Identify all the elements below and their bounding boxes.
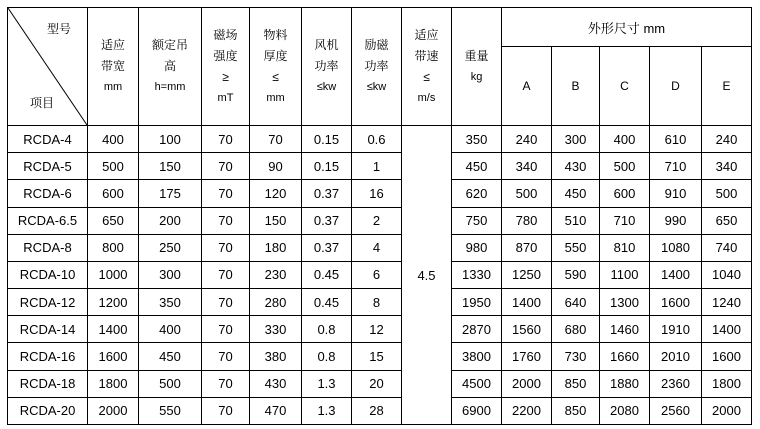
cell-e: 500 bbox=[702, 180, 752, 207]
cell-b: 850 bbox=[552, 397, 600, 424]
cell-thickness: 120 bbox=[250, 180, 302, 207]
cell-b: 430 bbox=[552, 153, 600, 180]
diagonal-top-label: 型号 bbox=[46, 22, 71, 36]
cell-field: 70 bbox=[202, 370, 250, 397]
cell-width: 500 bbox=[88, 153, 139, 180]
diagonal-header-cell bbox=[8, 8, 88, 126]
cell-height: 300 bbox=[139, 261, 202, 288]
cell-height: 550 bbox=[139, 397, 202, 424]
cell-d: 2010 bbox=[650, 343, 702, 370]
cell-model: RCDA-6 bbox=[8, 180, 88, 207]
cell-e: 1040 bbox=[702, 261, 752, 288]
cell-weight: 2870 bbox=[452, 316, 502, 343]
cell-width: 1400 bbox=[88, 316, 139, 343]
header-dim-c: C bbox=[600, 47, 650, 126]
cell-thickness: 430 bbox=[250, 370, 302, 397]
cell-fan: 0.45 bbox=[302, 261, 352, 288]
cell-model: RCDA-6.5 bbox=[8, 207, 88, 234]
header-excitation-power: 励磁 功率 ≤kw bbox=[352, 8, 402, 126]
header-belt-width: 适应 带宽 mm bbox=[88, 8, 139, 126]
cell-e: 740 bbox=[702, 234, 752, 261]
spec-table bbox=[7, 7, 752, 425]
cell-d: 610 bbox=[650, 126, 702, 153]
cell-d: 1400 bbox=[650, 261, 702, 288]
cell-d: 710 bbox=[650, 153, 702, 180]
cell-c: 1660 bbox=[600, 343, 650, 370]
cell-a: 240 bbox=[502, 126, 552, 153]
cell-d: 2560 bbox=[650, 397, 702, 424]
cell-b: 590 bbox=[552, 261, 600, 288]
cell-width: 1000 bbox=[88, 261, 139, 288]
cell-width: 600 bbox=[88, 180, 139, 207]
cell-field: 70 bbox=[202, 234, 250, 261]
cell-e: 1800 bbox=[702, 370, 752, 397]
cell-b: 640 bbox=[552, 289, 600, 316]
table-row bbox=[8, 261, 752, 288]
header-belt-speed: 适应 带速 ≤ m/s bbox=[402, 8, 452, 126]
cell-fan: 0.37 bbox=[302, 207, 352, 234]
cell-d: 910 bbox=[650, 180, 702, 207]
cell-width: 1600 bbox=[88, 343, 139, 370]
cell-excite: 8 bbox=[352, 289, 402, 316]
cell-weight: 1950 bbox=[452, 289, 502, 316]
cell-e: 240 bbox=[702, 126, 752, 153]
cell-b: 450 bbox=[552, 180, 600, 207]
cell-field: 70 bbox=[202, 180, 250, 207]
cell-thickness: 330 bbox=[250, 316, 302, 343]
cell-d: 1080 bbox=[650, 234, 702, 261]
cell-c: 1460 bbox=[600, 316, 650, 343]
cell-e: 1600 bbox=[702, 343, 752, 370]
cell-d: 1600 bbox=[650, 289, 702, 316]
cell-field: 70 bbox=[202, 289, 250, 316]
cell-model: RCDA-4 bbox=[8, 126, 88, 153]
cell-fan: 1.3 bbox=[302, 397, 352, 424]
cell-field: 70 bbox=[202, 397, 250, 424]
cell-fan: 0.15 bbox=[302, 153, 352, 180]
table-row bbox=[8, 126, 752, 153]
header-dimensions-group: 外形尺寸 mm bbox=[502, 8, 752, 47]
cell-height: 175 bbox=[139, 180, 202, 207]
table-row bbox=[8, 153, 752, 180]
cell-thickness: 230 bbox=[250, 261, 302, 288]
cell-c: 600 bbox=[600, 180, 650, 207]
cell-excite: 0.6 bbox=[352, 126, 402, 153]
cell-a: 2000 bbox=[502, 370, 552, 397]
cell-a: 500 bbox=[502, 180, 552, 207]
cell-e: 1400 bbox=[702, 316, 752, 343]
cell-belt-speed: 4.5 bbox=[402, 126, 452, 425]
table-body bbox=[8, 126, 752, 425]
table-row bbox=[8, 370, 752, 397]
cell-c: 710 bbox=[600, 207, 650, 234]
cell-a: 2200 bbox=[502, 397, 552, 424]
cell-excite: 6 bbox=[352, 261, 402, 288]
cell-model: RCDA-5 bbox=[8, 153, 88, 180]
cell-width: 2000 bbox=[88, 397, 139, 424]
cell-a: 1400 bbox=[502, 289, 552, 316]
table-row bbox=[8, 207, 752, 234]
cell-e: 340 bbox=[702, 153, 752, 180]
cell-thickness: 280 bbox=[250, 289, 302, 316]
cell-model: RCDA-8 bbox=[8, 234, 88, 261]
cell-height: 450 bbox=[139, 343, 202, 370]
cell-field: 70 bbox=[202, 207, 250, 234]
cell-weight: 450 bbox=[452, 153, 502, 180]
cell-b: 850 bbox=[552, 370, 600, 397]
cell-thickness: 70 bbox=[250, 126, 302, 153]
cell-d: 1910 bbox=[650, 316, 702, 343]
cell-width: 800 bbox=[88, 234, 139, 261]
cell-height: 400 bbox=[139, 316, 202, 343]
cell-weight: 3800 bbox=[452, 343, 502, 370]
cell-width: 1200 bbox=[88, 289, 139, 316]
header-rated-height: 额定吊 高 h=mm bbox=[139, 8, 202, 126]
cell-model: RCDA-14 bbox=[8, 316, 88, 343]
cell-weight: 620 bbox=[452, 180, 502, 207]
cell-thickness: 380 bbox=[250, 343, 302, 370]
cell-model: RCDA-12 bbox=[8, 289, 88, 316]
cell-a: 780 bbox=[502, 207, 552, 234]
cell-e: 1240 bbox=[702, 289, 752, 316]
cell-c: 2080 bbox=[600, 397, 650, 424]
cell-width: 400 bbox=[88, 126, 139, 153]
cell-c: 400 bbox=[600, 126, 650, 153]
cell-field: 70 bbox=[202, 343, 250, 370]
cell-excite: 12 bbox=[352, 316, 402, 343]
cell-d: 990 bbox=[650, 207, 702, 234]
cell-weight: 1330 bbox=[452, 261, 502, 288]
diagonal-bottom-label: 项目 bbox=[30, 96, 55, 110]
cell-model: RCDA-20 bbox=[8, 397, 88, 424]
cell-c: 1300 bbox=[600, 289, 650, 316]
header-field-strength: 磁场 强度 ≥ mT bbox=[202, 8, 250, 126]
cell-b: 550 bbox=[552, 234, 600, 261]
cell-excite: 4 bbox=[352, 234, 402, 261]
cell-excite: 1 bbox=[352, 153, 402, 180]
cell-weight: 980 bbox=[452, 234, 502, 261]
cell-a: 1560 bbox=[502, 316, 552, 343]
cell-a: 1760 bbox=[502, 343, 552, 370]
table-row bbox=[8, 180, 752, 207]
cell-b: 730 bbox=[552, 343, 600, 370]
table-row bbox=[8, 397, 752, 424]
cell-fan: 0.37 bbox=[302, 180, 352, 207]
cell-width: 650 bbox=[88, 207, 139, 234]
cell-model: RCDA-16 bbox=[8, 343, 88, 370]
cell-excite: 16 bbox=[352, 180, 402, 207]
cell-model: RCDA-10 bbox=[8, 261, 88, 288]
table-row bbox=[8, 316, 752, 343]
table-row bbox=[8, 289, 752, 316]
cell-height: 150 bbox=[139, 153, 202, 180]
cell-fan: 0.8 bbox=[302, 316, 352, 343]
cell-field: 70 bbox=[202, 153, 250, 180]
cell-thickness: 180 bbox=[250, 234, 302, 261]
cell-a: 870 bbox=[502, 234, 552, 261]
cell-height: 250 bbox=[139, 234, 202, 261]
header-material-thickness: 物料 厚度 ≤ mm bbox=[250, 8, 302, 126]
cell-fan: 0.15 bbox=[302, 126, 352, 153]
cell-c: 1100 bbox=[600, 261, 650, 288]
cell-weight: 350 bbox=[452, 126, 502, 153]
cell-c: 1880 bbox=[600, 370, 650, 397]
cell-b: 300 bbox=[552, 126, 600, 153]
cell-height: 500 bbox=[139, 370, 202, 397]
cell-model: RCDA-18 bbox=[8, 370, 88, 397]
cell-thickness: 470 bbox=[250, 397, 302, 424]
cell-field: 70 bbox=[202, 261, 250, 288]
cell-a: 340 bbox=[502, 153, 552, 180]
cell-thickness: 90 bbox=[250, 153, 302, 180]
cell-height: 350 bbox=[139, 289, 202, 316]
cell-weight: 4500 bbox=[452, 370, 502, 397]
cell-field: 70 bbox=[202, 126, 250, 153]
cell-excite: 28 bbox=[352, 397, 402, 424]
header-dim-b: B bbox=[552, 47, 600, 126]
table-row bbox=[8, 234, 752, 261]
cell-weight: 750 bbox=[452, 207, 502, 234]
header-dim-d: D bbox=[650, 47, 702, 126]
cell-c: 810 bbox=[600, 234, 650, 261]
cell-excite: 2 bbox=[352, 207, 402, 234]
cell-height: 100 bbox=[139, 126, 202, 153]
cell-c: 500 bbox=[600, 153, 650, 180]
cell-width: 1800 bbox=[88, 370, 139, 397]
header-weight: 重量 kg bbox=[452, 8, 502, 126]
cell-fan: 0.37 bbox=[302, 234, 352, 261]
cell-e: 2000 bbox=[702, 397, 752, 424]
cell-field: 70 bbox=[202, 316, 250, 343]
header-fan-power: 风机 功率 ≤kw bbox=[302, 8, 352, 126]
cell-a: 1250 bbox=[502, 261, 552, 288]
cell-fan: 0.45 bbox=[302, 289, 352, 316]
cell-b: 510 bbox=[552, 207, 600, 234]
cell-weight: 6900 bbox=[452, 397, 502, 424]
cell-height: 200 bbox=[139, 207, 202, 234]
table-row bbox=[8, 343, 752, 370]
cell-fan: 0.8 bbox=[302, 343, 352, 370]
cell-d: 2360 bbox=[650, 370, 702, 397]
cell-e: 650 bbox=[702, 207, 752, 234]
cell-excite: 15 bbox=[352, 343, 402, 370]
cell-excite: 20 bbox=[352, 370, 402, 397]
cell-fan: 1.3 bbox=[302, 370, 352, 397]
header-dim-a: A bbox=[502, 47, 552, 126]
cell-thickness: 150 bbox=[250, 207, 302, 234]
cell-b: 680 bbox=[552, 316, 600, 343]
header-dim-e: E bbox=[702, 47, 752, 126]
